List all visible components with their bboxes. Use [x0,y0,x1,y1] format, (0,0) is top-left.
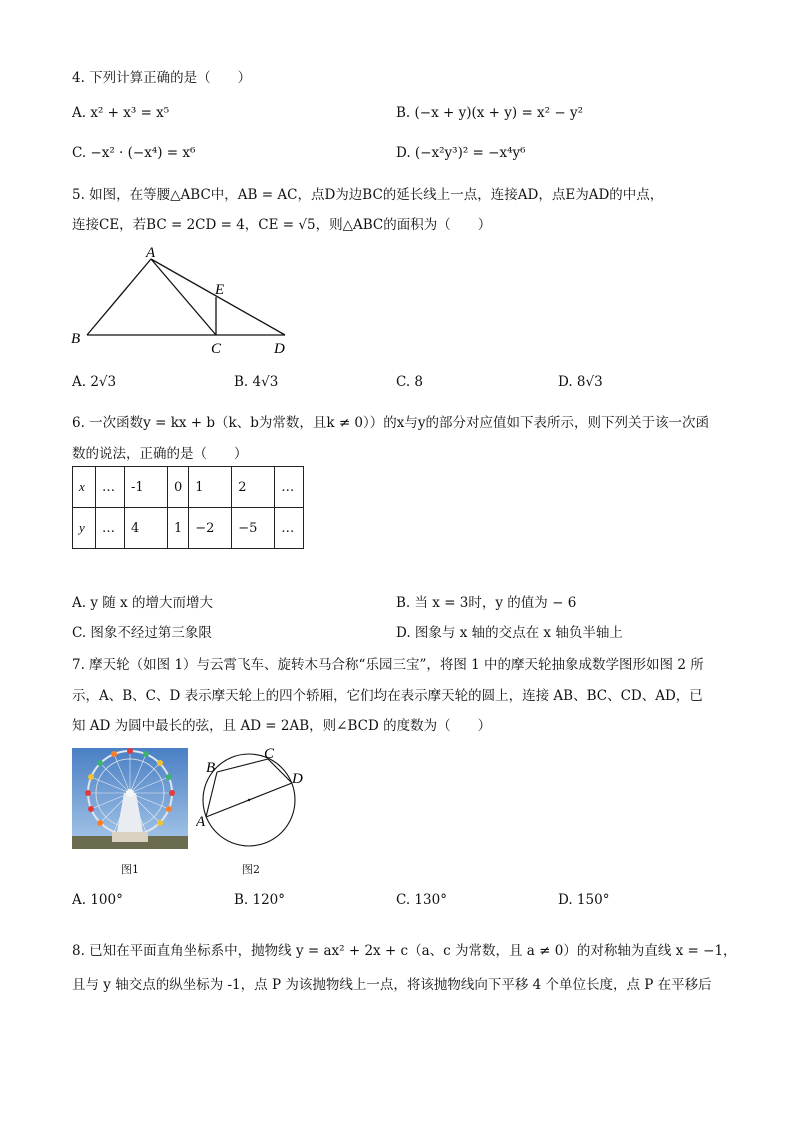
q7-option-d[interactable]: D. 150° [558,892,610,908]
q5-segment-ab [87,259,151,335]
q5-option-c[interactable]: C. 8 [396,374,424,390]
q7-option-b[interactable]: B. 120° [234,892,286,908]
q7-line1: 7. 摩天轮（如图 1）与云霄飞车、旋转木马合称“乐园三宝”，将图 1 中的摩天轮抽象成数学图形如图 2 所 [72,657,704,673]
q6-option-b[interactable]: B. 当 x = 3时，y 的值为 − 6 [396,595,577,611]
q7-center-dot [248,799,250,801]
q5-label-d: D [274,341,285,357]
table-cell: … [96,467,125,508]
q8-line1: 8. 已知在平面直角坐标系中，抛物线 y = ax² + 2x + c（a、c 为常数，且 a ≠ 0）的对称轴为直线 x = −1， [72,943,737,959]
q5-label-a: A [146,245,156,261]
q6-value-table [72,466,304,549]
q7-circle-figure [196,744,308,852]
q5-option-a[interactable]: A. 2√3 [72,374,117,390]
q4-option-a[interactable]: A. x² + x³ = x⁵ [72,105,170,121]
q5-triangle-figure [66,240,306,360]
table-cell: 0 [168,467,189,508]
table-cell: −5 [232,508,275,549]
q5-label-e: E [215,282,225,298]
q7-option-a[interactable]: A. 100° [72,892,123,908]
q5-option-d[interactable]: D. 8√3 [558,374,603,390]
table-cell: −2 [189,508,232,549]
q7-line2: 示，A、B、C、D 表示摩天轮上的四个轿厢，它们均在表示摩天轮的圆上，连接 AB、BC、CD、AD，已 [72,688,703,704]
q7-option-c[interactable]: C. 130° [396,892,447,908]
table-row [73,467,304,508]
q4-option-d[interactable]: D. (−x²y³)² = −x⁴y⁶ [396,145,526,161]
q4-option-b[interactable]: B. (−x + y)(x + y) = x² − y² [396,105,584,121]
q7-label-c: C [264,746,275,762]
q6-option-c[interactable]: C. 图象不经过第三象限 [72,625,212,641]
q5-line2: 连接CE，若BC = 2CD = 4，CE = √5，则△ABC的面积为（ ） [72,217,492,233]
q7-label-d: D [292,771,303,787]
q8-line2: 且与 y 轴交点的纵坐标为 -1，点 P 为该抛物线上一点，将该抛物线向下平移 4 个单位长度，点 P 在平移后 [72,977,712,993]
q6-line2: 数的说法，正确的是（ ） [72,446,248,462]
q7-label-b: B [206,760,216,776]
q5-label-c: C [211,341,222,357]
table-cell: -1 [125,467,168,508]
q5-option-b[interactable]: B. 4√3 [234,374,279,390]
table-cell: y [73,508,96,549]
q6-line1: 6. 一次函数y = kx + b（k、b为常数，且k ≠ 0））的x与y的部分对应值如下表所示，则下列关于该一次函 [72,415,709,431]
table-cell: 1 [168,508,189,549]
q4-option-c[interactable]: C. −x² · (−x⁴) = x⁶ [72,145,196,161]
q7-ferris-wheel-photo [72,748,188,849]
q5-line1: 5. 如图，在等腰△ABC中，AB = AC，点D为边BC的延长线上一点，连接AD，点E为AD的中点， [72,187,664,203]
table-cell: … [96,508,125,549]
q7-label-a: A [196,814,206,830]
q7-figure2-caption: 图2 [242,863,260,876]
q5-segment-ac [151,259,216,335]
q6-option-a[interactable]: A. y 随 x 的增大而增大 [72,595,213,611]
table-cell: 2 [232,467,275,508]
table-cell: … [275,467,304,508]
table-cell: 4 [125,508,168,549]
q4-stem: 4. 下列计算正确的是（ ） [72,70,252,86]
q5-label-b: B [71,331,81,347]
q6-option-d[interactable]: D. 图象与 x 轴的交点在 x 轴负半轴上 [396,625,623,641]
q7-figure1-caption: 图1 [121,863,139,876]
table-row [73,508,304,549]
table-cell: x [73,467,96,508]
table-cell: 1 [189,467,232,508]
table-cell: … [275,508,304,549]
q7-line3: 知 AD 为圆中最长的弦，且 AD = 2AB，则∠BCD 的度数为（ ） [72,718,492,734]
q7-chord-cd [268,759,292,783]
